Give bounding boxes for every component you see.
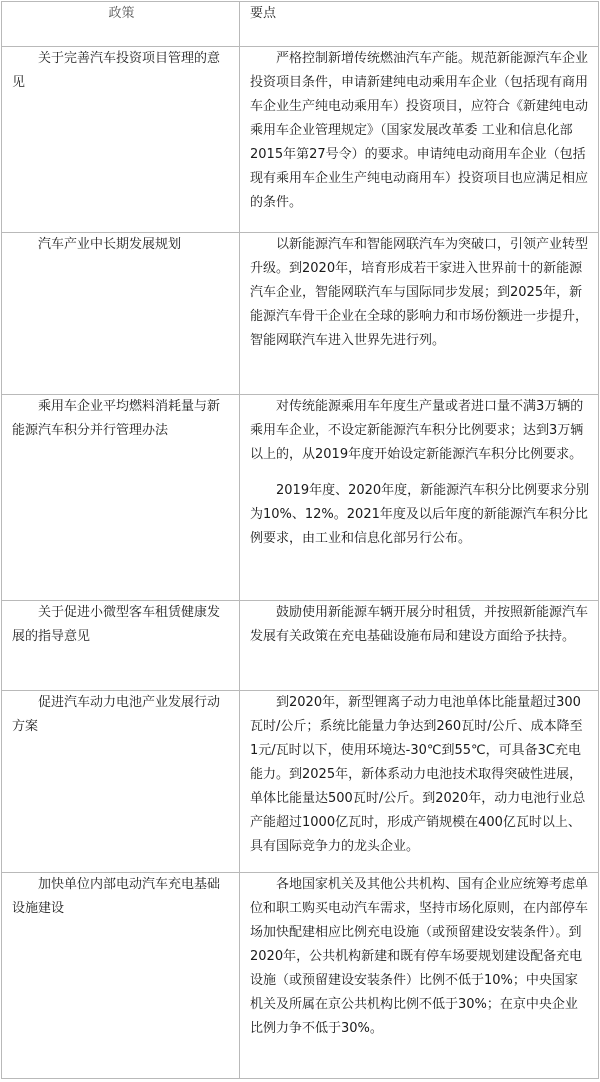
policy-point-text: 严格控制新增传统燃油汽车产能。规范新能源汽车企业投资项目条件，申请新建纯电动乘用车企业（包括现有商用车企业生产纯电动乘用车）投资项目，应符合《新建纯电动乘用车企业管理规定》（国家发展改革委 工业和信息化部2015年第27号令）的要求。申请纯电动商用车企业（包括现有乘用车企业生产纯电动商用车）投资项目也应满足相应的条件。	[250, 51, 589, 210]
policy-name: 汽车产业中长期发展规划	[38, 237, 182, 252]
policy-table	[1, 1, 599, 1079]
policy-name: 加快单位内部电动汽车充电基础设施建设	[12, 877, 221, 916]
table-header-row	[2, 2, 599, 47]
policy-name-cell	[2, 233, 240, 395]
policy-point-text: 到2020年，新型锂离子动力电池单体比能量超过300瓦时/公斤；系统比能量力争达到260瓦时/公斤、成本降至1元/瓦时以下，使用环境达-30℃到55℃，可具备3C充电能力。到2025年，新体系动力电池技术取得突破性进展，单体比能量达500瓦时/公斤。到2020年，动力电池行业总产能超过1000亿瓦时，形成产销规模在400亿瓦时以上、具有国际竞争力的龙头企业。	[250, 695, 586, 854]
policy-name-cell	[2, 601, 240, 691]
policy-name: 关于促进小微型客车租赁健康发展的指导意见	[12, 605, 221, 644]
policy-point-text: 对传统能源乘用车年度生产量或者进口量不满3万辆的乘用车企业，不设定新能源汽车积分比例要求；达到3万辆以上的，从2019年度开始设定新能源汽车积分比例要求。	[250, 399, 584, 462]
policy-name-cell	[2, 47, 240, 233]
policy-name-cell	[2, 395, 240, 601]
policy-point-text: 以新能源汽车和智能网联汽车为突破口，引领产业转型升级。到2020年，培育形成若干家进入世界前十的新能源汽车企业，智能网联汽车与国际同步发展；到2025年，新能源汽车骨干企业在全球的影响力和市场份额进一步提升，智能网联汽车进入世界先进行列。	[250, 237, 589, 348]
policy-name-cell	[2, 873, 240, 1079]
table-row	[2, 691, 599, 873]
policy-point-text: 各地国家机关及其他公共机构、国有企业应统筹考虑单位和职工购买电动汽车需求，坚持市场化原则，在内部停车场加快配建相应比例充电设施（或预留建设安装条件）。到2020年，公共机构新建和既有停车场要规划建设配备充电设施（或预留建设安装条件）比例不低于10%；中央国家机关及所属在京公共机构比例不低于30%；在京中央企业比例力争不低于30%。	[250, 877, 589, 1036]
policy-name: 乘用车企业平均燃料消耗量与新能源汽车积分并行管理办法	[12, 399, 221, 438]
table-row	[2, 601, 599, 691]
column-header-policy: 政策	[2, 2, 240, 47]
policy-point-text: 2019年度、2020年度，新能源汽车积分比例要求分别为10%、12%。2021年度及以后年度的新能源汽车积分比例要求，由工业和信息化部另行公布。	[250, 483, 590, 546]
table-row	[2, 395, 599, 601]
policy-name: 关于完善汽车投资项目管理的意见	[12, 51, 221, 90]
policy-name-cell	[2, 691, 240, 873]
policy-points-cell	[240, 395, 599, 601]
policy-points-cell	[240, 873, 599, 1079]
table-row	[2, 233, 599, 395]
policy-name: 促进汽车动力电池产业发展行动方案	[12, 695, 221, 734]
policy-points-cell	[240, 601, 599, 691]
policy-point-text: 鼓励使用新能源车辆开展分时租赁，并按照新能源汽车发展有关政策在充电基础设施布局和建设方面给予扶持。	[250, 605, 589, 644]
table-row	[2, 873, 599, 1079]
policy-points-cell	[240, 233, 599, 395]
policy-points-cell	[240, 691, 599, 873]
column-header-points: 要点	[240, 2, 599, 47]
policy-points-cell	[240, 47, 599, 233]
table-row	[2, 47, 599, 233]
